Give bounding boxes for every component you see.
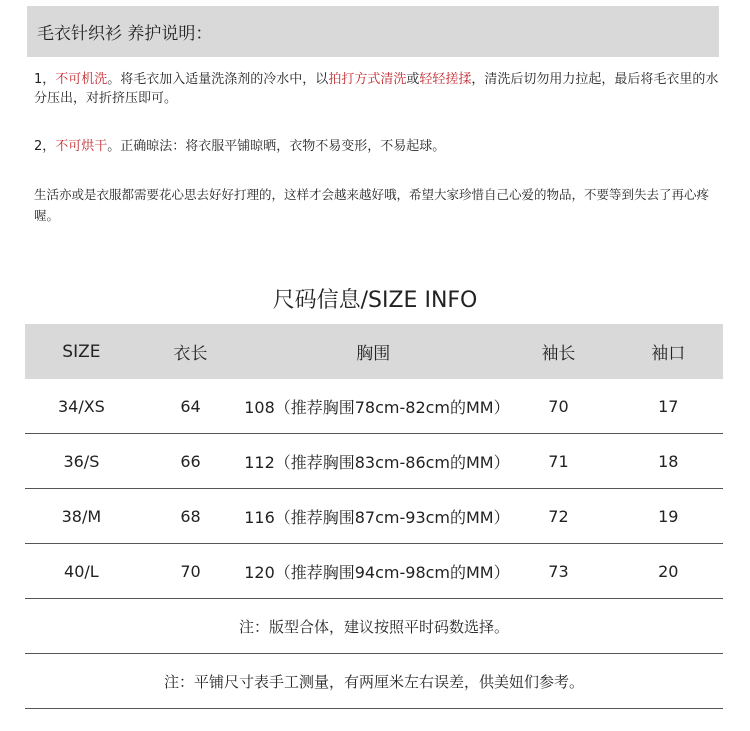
- cell-size: 34/XS: [25, 379, 138, 434]
- cell-length: 68: [138, 489, 243, 544]
- care-closing-note: 生活亦或是衣服都需要花心思去好好打理的，这样才会越来越好哦，希望大家珍惜自己心爱的物品，不要等到失去了再心疼喔。: [34, 187, 710, 223]
- warning-no-tumble-dry: 不可烘干: [55, 139, 108, 154]
- cell-sleeve-length: 71: [503, 434, 613, 489]
- cell-cuff: 18: [614, 434, 723, 489]
- cell-chest: 120（推荐胸围94cm-98cm的MM）: [243, 544, 503, 599]
- header-size: SIZE: [25, 324, 138, 379]
- cell-length: 64: [138, 379, 243, 434]
- header-length: 衣长: [138, 324, 243, 379]
- care-item-no-tumble-dry: 2，不可烘干。正确晾法：将衣服平铺晾晒，衣物不易变形，不易起球。: [34, 139, 446, 154]
- cell-chest: 112（推荐胸围83cm-86cm的MM）: [243, 434, 503, 489]
- table-row: [25, 434, 723, 489]
- size-table-header-row: [25, 324, 723, 379]
- warning-no-machine-wash: 不可机洗: [55, 72, 108, 87]
- table-row: [25, 544, 723, 599]
- cell-cuff: 20: [614, 544, 723, 599]
- cell-size: 38/M: [25, 489, 138, 544]
- cell-cuff: 17: [614, 379, 723, 434]
- care-instructions-title: 毛衣针织衫 养护说明：: [37, 24, 213, 44]
- cell-chest: 116（推荐胸围87cm-93cm的MM）: [243, 489, 503, 544]
- cell-length: 70: [138, 544, 243, 599]
- care-instructions-header: [27, 6, 719, 57]
- note-row: [25, 654, 723, 709]
- header-cuff: 袖口: [614, 324, 723, 379]
- measurement-note: 注：平铺尺寸表手工测量，有两厘米左右误差，供美妞们参考。: [25, 654, 723, 709]
- cell-sleeve-length: 73: [503, 544, 613, 599]
- highlight-pat-wash: 拍打方式清洗: [328, 72, 407, 87]
- cell-size: 40/L: [25, 544, 138, 599]
- note-row: [25, 599, 723, 654]
- cell-chest: 108（推荐胸围78cm-82cm的MM）: [243, 379, 503, 434]
- cell-sleeve-length: 70: [503, 379, 613, 434]
- cell-size: 36/S: [25, 434, 138, 489]
- size-table: [25, 324, 723, 709]
- header-sleeve-length: 袖长: [503, 324, 613, 379]
- highlight-gentle-rub: 轻轻搓揉: [419, 72, 472, 87]
- header-chest: 胸围: [243, 324, 503, 379]
- fit-note: 注：版型合体，建议按照平时码数选择。: [25, 599, 723, 654]
- cell-length: 66: [138, 434, 243, 489]
- cell-cuff: 19: [614, 489, 723, 544]
- cell-sleeve-length: 72: [503, 489, 613, 544]
- table-row: [25, 379, 723, 434]
- care-item-no-machine-wash: 1，不可机洗。将毛衣加入适量洗涤剂的冷水中，以拍打方式清洗或轻轻搓揉，清洗后切勿用力拉起，最后将毛衣里的水分压出，对折挤压即可。: [34, 72, 719, 106]
- size-info-title: 尺码信息/SIZE INFO: [272, 288, 478, 313]
- table-row: [25, 489, 723, 544]
